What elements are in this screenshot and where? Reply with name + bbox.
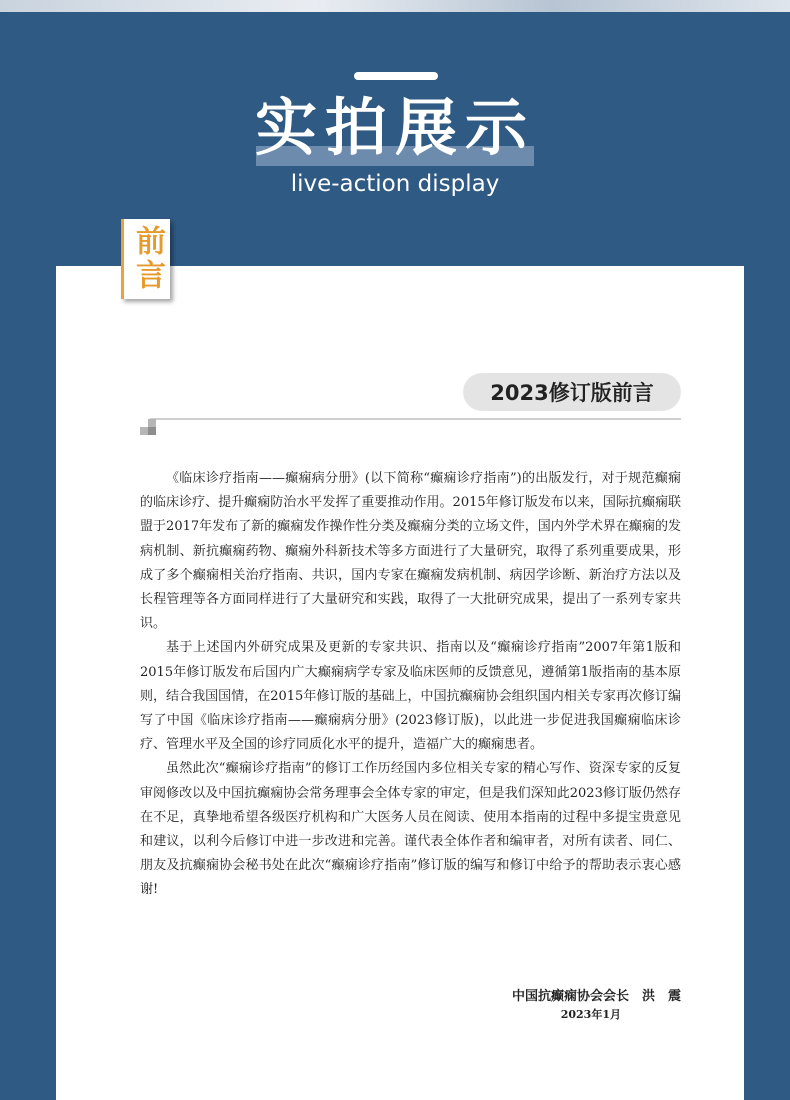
page-title: 实拍展示 bbox=[254, 91, 535, 164]
top-decorative-strip bbox=[0, 0, 790, 12]
divider-square-decoration bbox=[148, 419, 156, 427]
body-paragraph-2: 基于上述国内外研究成果及更新的专家共识、指南以及“癫痫诊疗指南”2007年第1版和2015年修订版发布后国内广大癫痫病学专家及临床医师的反馈意见，遵循第1版指南的基本原则，结合我国国情，在2015年修订版的基础上，中国抗癫痫协会组织国内相关专家再次修订编写了中国《临床诊疗指南——癫痫病分册》(2023修订版)，以此进一步促进我国癫痫临床诊疗、管理水平及全国的诊疗同质化水平的提升，造福广大的癫痫患者。 bbox=[140, 640, 681, 753]
header-accent-bar bbox=[354, 72, 438, 80]
section-divider bbox=[150, 418, 681, 420]
section-title-pill: 2023修订版前言 bbox=[463, 373, 681, 411]
preface-tab bbox=[121, 219, 170, 299]
divider-square-decoration bbox=[140, 427, 148, 435]
signature-date: 2023年1月 bbox=[560, 1008, 621, 1021]
preface-tab-label: 前言 bbox=[130, 225, 165, 293]
signature-name: 中国抗癫痫协会会长 洪 震 bbox=[511, 989, 681, 1004]
page-subtitle: live-action display bbox=[290, 171, 500, 197]
body-paragraph-1: 《临床诊疗指南——癫痫病分册》(以下简称“癫痫诊疗指南”)的出版发行，对于规范癫痫的临床诊疗、提升癫痫防治水平发挥了重要推动作用。2015年修订版发布以来，国际抗癫痫联盟于2017年发布了新的癫痫发作操作性分类及癫痫分类的立场文件，国内外学术界在癫痫的发病机制、新抗癫痫药物、癫痫外科新技术等多方面进行了大量研究，取得了系列重要成果，形成了多个癫痫相关治疗指南、共识，国内专家在癫痫发病机制、病因学诊断、新治疗方法以及长程管理等各方面同样进行了大量研究和实践，取得了一大批研究成果，提出了一系列专家共识。 bbox=[140, 471, 681, 632]
divider-square-decoration bbox=[148, 427, 156, 435]
body-paragraph-3: 虽然此次“癫痫诊疗指南”的修订工作历经国内多位相关专家的精心写作、资深专家的反复审阅修改以及中国抗癫痫协会常务理事会全体专家的审定，但是我们深知此2023修订版仍然存在不足，真挚地希望各级医疗机构和广大医务人员在阅读、使用本指南的过程中多提宝贵意见和建议，以利今后修订中进一步改进和完善。谨代表全体作者和编审者，对所有读者、同仁、朋友及抗癫痫协会秘书处在此次“癫痫诊疗指南”修订版的编写和修订中给予的帮助表示衷心感谢! bbox=[140, 761, 681, 898]
preface-body bbox=[140, 467, 681, 903]
